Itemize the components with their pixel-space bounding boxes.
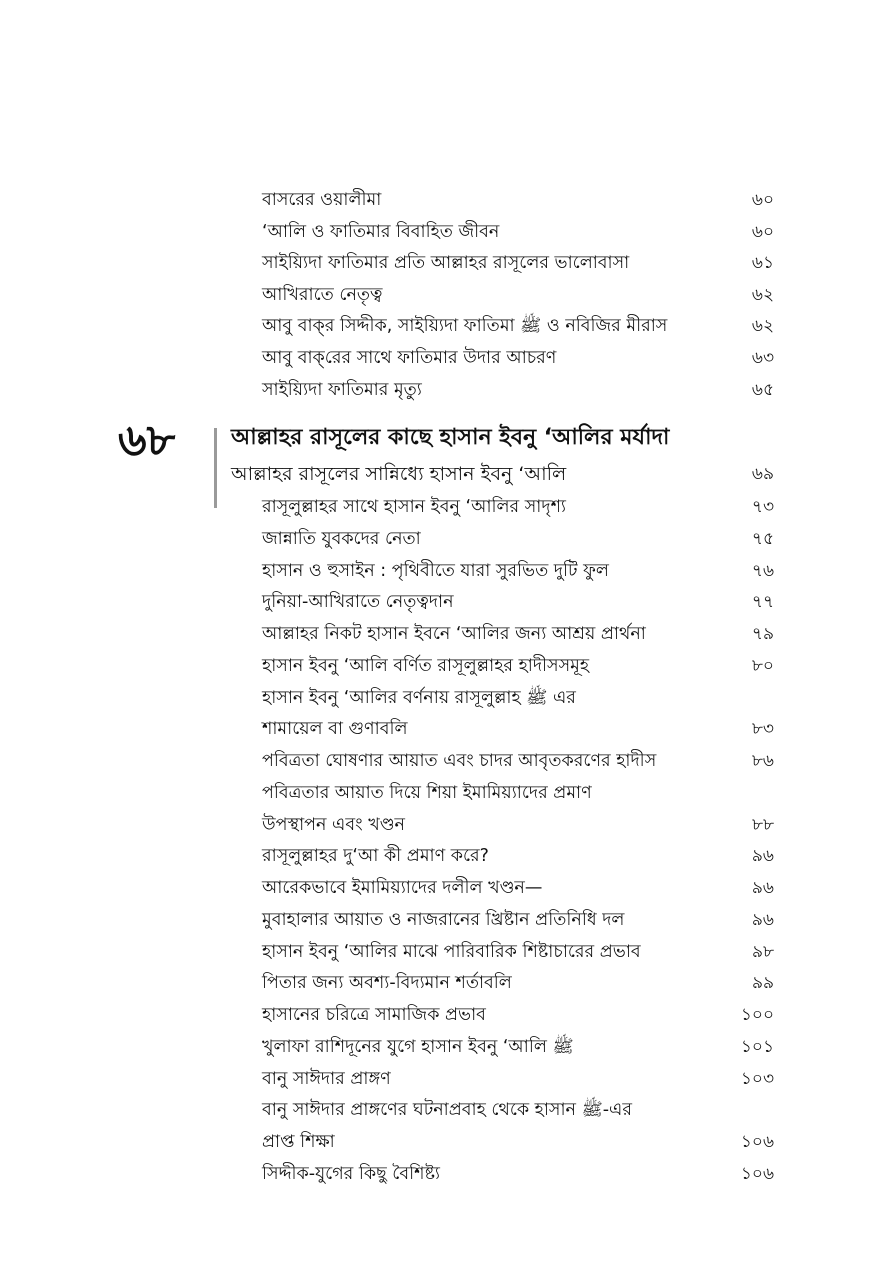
toc-entry[interactable]: [262, 618, 774, 650]
toc-entry-page: ৭৯: [751, 624, 774, 644]
toc-entry[interactable]: [262, 523, 774, 555]
toc-entry-title: সাইয়্যিদা ফাতিমার মৃত্যু: [262, 379, 422, 400]
toc-entry-title: সিদ্দীক-যুগের কিছু বৈশিষ্ট্য: [262, 1163, 441, 1184]
toc-entry[interactable]: [262, 840, 774, 872]
toc-entry-page: ১০০: [740, 1005, 774, 1025]
toc-entry[interactable]: [262, 491, 774, 523]
section-divider-bar: [214, 428, 217, 508]
toc-entry-title: মুবাহালার আয়াত ও নাজরানের খ্রিষ্টান প্রতিনিধি দল: [262, 909, 625, 930]
toc-entry[interactable]: [262, 342, 774, 374]
toc-entry-page: ৮৩: [751, 719, 774, 740]
toc-entry-title: আরেকভাবে ইমামিয়্যাদের দলীল খণ্ডন—: [262, 878, 543, 898]
toc-entry-page: ৬২: [751, 316, 774, 337]
toc-entry-page: ৯৮: [751, 941, 774, 962]
toc-entry-title: দুনিয়া-আখিরাতে নেতৃত্বদান: [262, 592, 454, 613]
toc-entry[interactable]: [262, 586, 774, 618]
section-number: ৬৮: [118, 415, 176, 466]
toc-entry-title: বাসরের ওয়ালীমা: [262, 190, 382, 210]
toc-entry[interactable]: [262, 555, 774, 587]
toc-entry-page: ১০৩: [740, 1068, 774, 1089]
toc-entry[interactable]: [262, 216, 774, 248]
toc-entry-title: পবিত্রতা ঘোষণার আয়াত এবং চাদর আবৃতকরণের হাদীস: [262, 751, 657, 771]
toc-entry[interactable]: [262, 374, 774, 406]
toc-entry[interactable]: [262, 650, 774, 682]
toc-entry-title: হাসান ইবনু ‘আলির মাঝে পারিবারিক শিষ্টাচারের প্রভাব: [262, 941, 641, 962]
toc-entry-title: ‘আলি ও ফাতিমার বিবাহিত জীবন: [262, 221, 500, 242]
toc-entry-title: প্রাপ্ত শিক্ষা: [262, 1132, 335, 1152]
toc-entry-page: ১০১: [740, 1036, 774, 1057]
toc-entry-title: আখিরাতে নেতৃত্ব: [262, 284, 383, 305]
toc-entry[interactable]: [262, 184, 774, 216]
toc-entry-title: খুলাফা রাশিদূনের যুগে হাসান ইবনু ‘আলি ﷺ: [262, 1036, 574, 1057]
toc-entry-title: সাইয়্যিদা ফাতিমার প্রতি আল্লাহর রাসূলের ভালোবাসা: [262, 253, 630, 274]
toc-entry-title: পবিত্রতার আয়াত দিয়ে শিয়া ইমামিয়্যাদের প্রমাণ: [262, 782, 592, 803]
toc-entry-title: জান্নাতি যুবকদের নেতা: [262, 528, 421, 549]
toc-entry[interactable]: [262, 1126, 774, 1158]
toc-entry[interactable]: [262, 999, 774, 1031]
toc-entry-title: বানু সাঈদার প্রাঙ্গণের ঘটনাপ্রবাহ থেকে হাসান ﷺ-এর: [262, 1100, 632, 1121]
toc-entry[interactable]: [262, 1158, 774, 1190]
toc-entry[interactable]: [262, 713, 774, 745]
toc-entry[interactable]: [262, 809, 774, 841]
toc-entry-title: উপস্থাপন এবং খণ্ডন: [262, 814, 405, 835]
toc-entry-page: ৮৬: [751, 751, 774, 771]
toc-entry-page: ৭৩: [751, 497, 774, 517]
toc-entry-page: ৯৯: [751, 973, 774, 994]
toc-entry-title: আবু বাক্‌র সিদ্দীক, সাইয়্যিদা ফাতিমা ﷺ ও নবিজির মীরাস: [262, 316, 668, 337]
toc-entry[interactable]: [262, 682, 774, 714]
toc-entry-title: হাসান ইবনু ‘আলি বর্ণিত রাসূলুল্লাহর হাদীসসমূহ: [262, 655, 590, 676]
toc-entry-page: ৬০: [751, 221, 774, 242]
toc-entry-page: ৯৬: [751, 846, 774, 867]
toc-entry[interactable]: [262, 967, 774, 999]
toc-entry-page: ৮০: [751, 655, 774, 676]
toc-entry-page: ৯৬: [751, 909, 774, 930]
toc-entry[interactable]: [262, 936, 774, 968]
toc-entry[interactable]: [262, 1063, 774, 1095]
toc-entry-page: ১০৬: [740, 1132, 774, 1152]
toc-entry-page: ৯৬: [751, 878, 774, 898]
toc-entry-page: ৬৫: [751, 379, 774, 400]
toc-entry[interactable]: [262, 904, 774, 936]
toc-entry-title: আল্লাহর রাসূলের সান্নিধ্যে হাসান ইবনু ‘আলি: [231, 463, 567, 485]
toc-entry-page: ৬০: [751, 190, 774, 210]
toc-entry-title: শামায়েল বা গুণাবলি: [262, 719, 408, 740]
toc-entry[interactable]: [262, 745, 774, 777]
toc-entry-title: বানু সাঈদার প্রাঙ্গণ: [262, 1068, 391, 1089]
toc-entry[interactable]: [262, 1031, 774, 1063]
toc-entry-title: রাসূলুল্লাহর দু‘আ কী প্রমাণ করে?: [262, 846, 489, 867]
toc-entry-page: ৭৬: [751, 560, 774, 581]
toc-entry-page: ৬৩: [751, 348, 774, 368]
toc-entry-title: হাসান ও হুসাইন : পৃথিবীতে যারা সুরভিত দুটি ফুল: [262, 560, 609, 581]
toc-entry-page: ৮৮: [751, 814, 774, 835]
section-title: আল্লাহর রাসূলের কাছে হাসান ইবনু ‘আলির মর্যাদা: [231, 425, 670, 450]
toc-entry[interactable]: [262, 310, 774, 342]
toc-entry-page: ৭৭: [751, 592, 774, 613]
toc-entry[interactable]: [262, 279, 774, 311]
toc-entry[interactable]: [262, 1094, 774, 1126]
toc-entry[interactable]: [262, 777, 774, 809]
toc-entry[interactable]: [262, 247, 774, 279]
toc-entry-title: হাসান ইবনু ‘আলির বর্ণনায় রাসূলুল্লাহ ﷺ এর: [262, 687, 576, 708]
toc-entry-page: ৬৯: [751, 464, 774, 484]
toc-entry-page: ৭৫: [751, 528, 774, 549]
toc-entry-page: ৬২: [751, 284, 774, 305]
toc-entry-title: পিতার জন্য অবশ্য-বিদ্যমান শর্তাবলি: [262, 973, 512, 994]
toc-entry-title: আল্লাহর নিকট হাসান ইবনে ‘আলির জন্য আশ্রয় প্রার্থনা: [262, 624, 646, 644]
toc-entry-title: রাসূলুল্লাহর সাথে হাসান ইবনু ‘আলির সাদৃশ্য: [262, 497, 567, 517]
toc-entry-title: আবু বাক্‌রের সাথে ফাতিমার উদার আচরণ: [262, 348, 557, 368]
toc-subheading[interactable]: [231, 458, 774, 490]
toc-entry-title: হাসানের চরিত্রে সামাজিক প্রভাব: [262, 1005, 486, 1025]
toc-entry[interactable]: [262, 872, 774, 904]
toc-entry-page: ৬১: [751, 253, 774, 274]
toc-entry-page: ১০৬: [740, 1163, 774, 1184]
